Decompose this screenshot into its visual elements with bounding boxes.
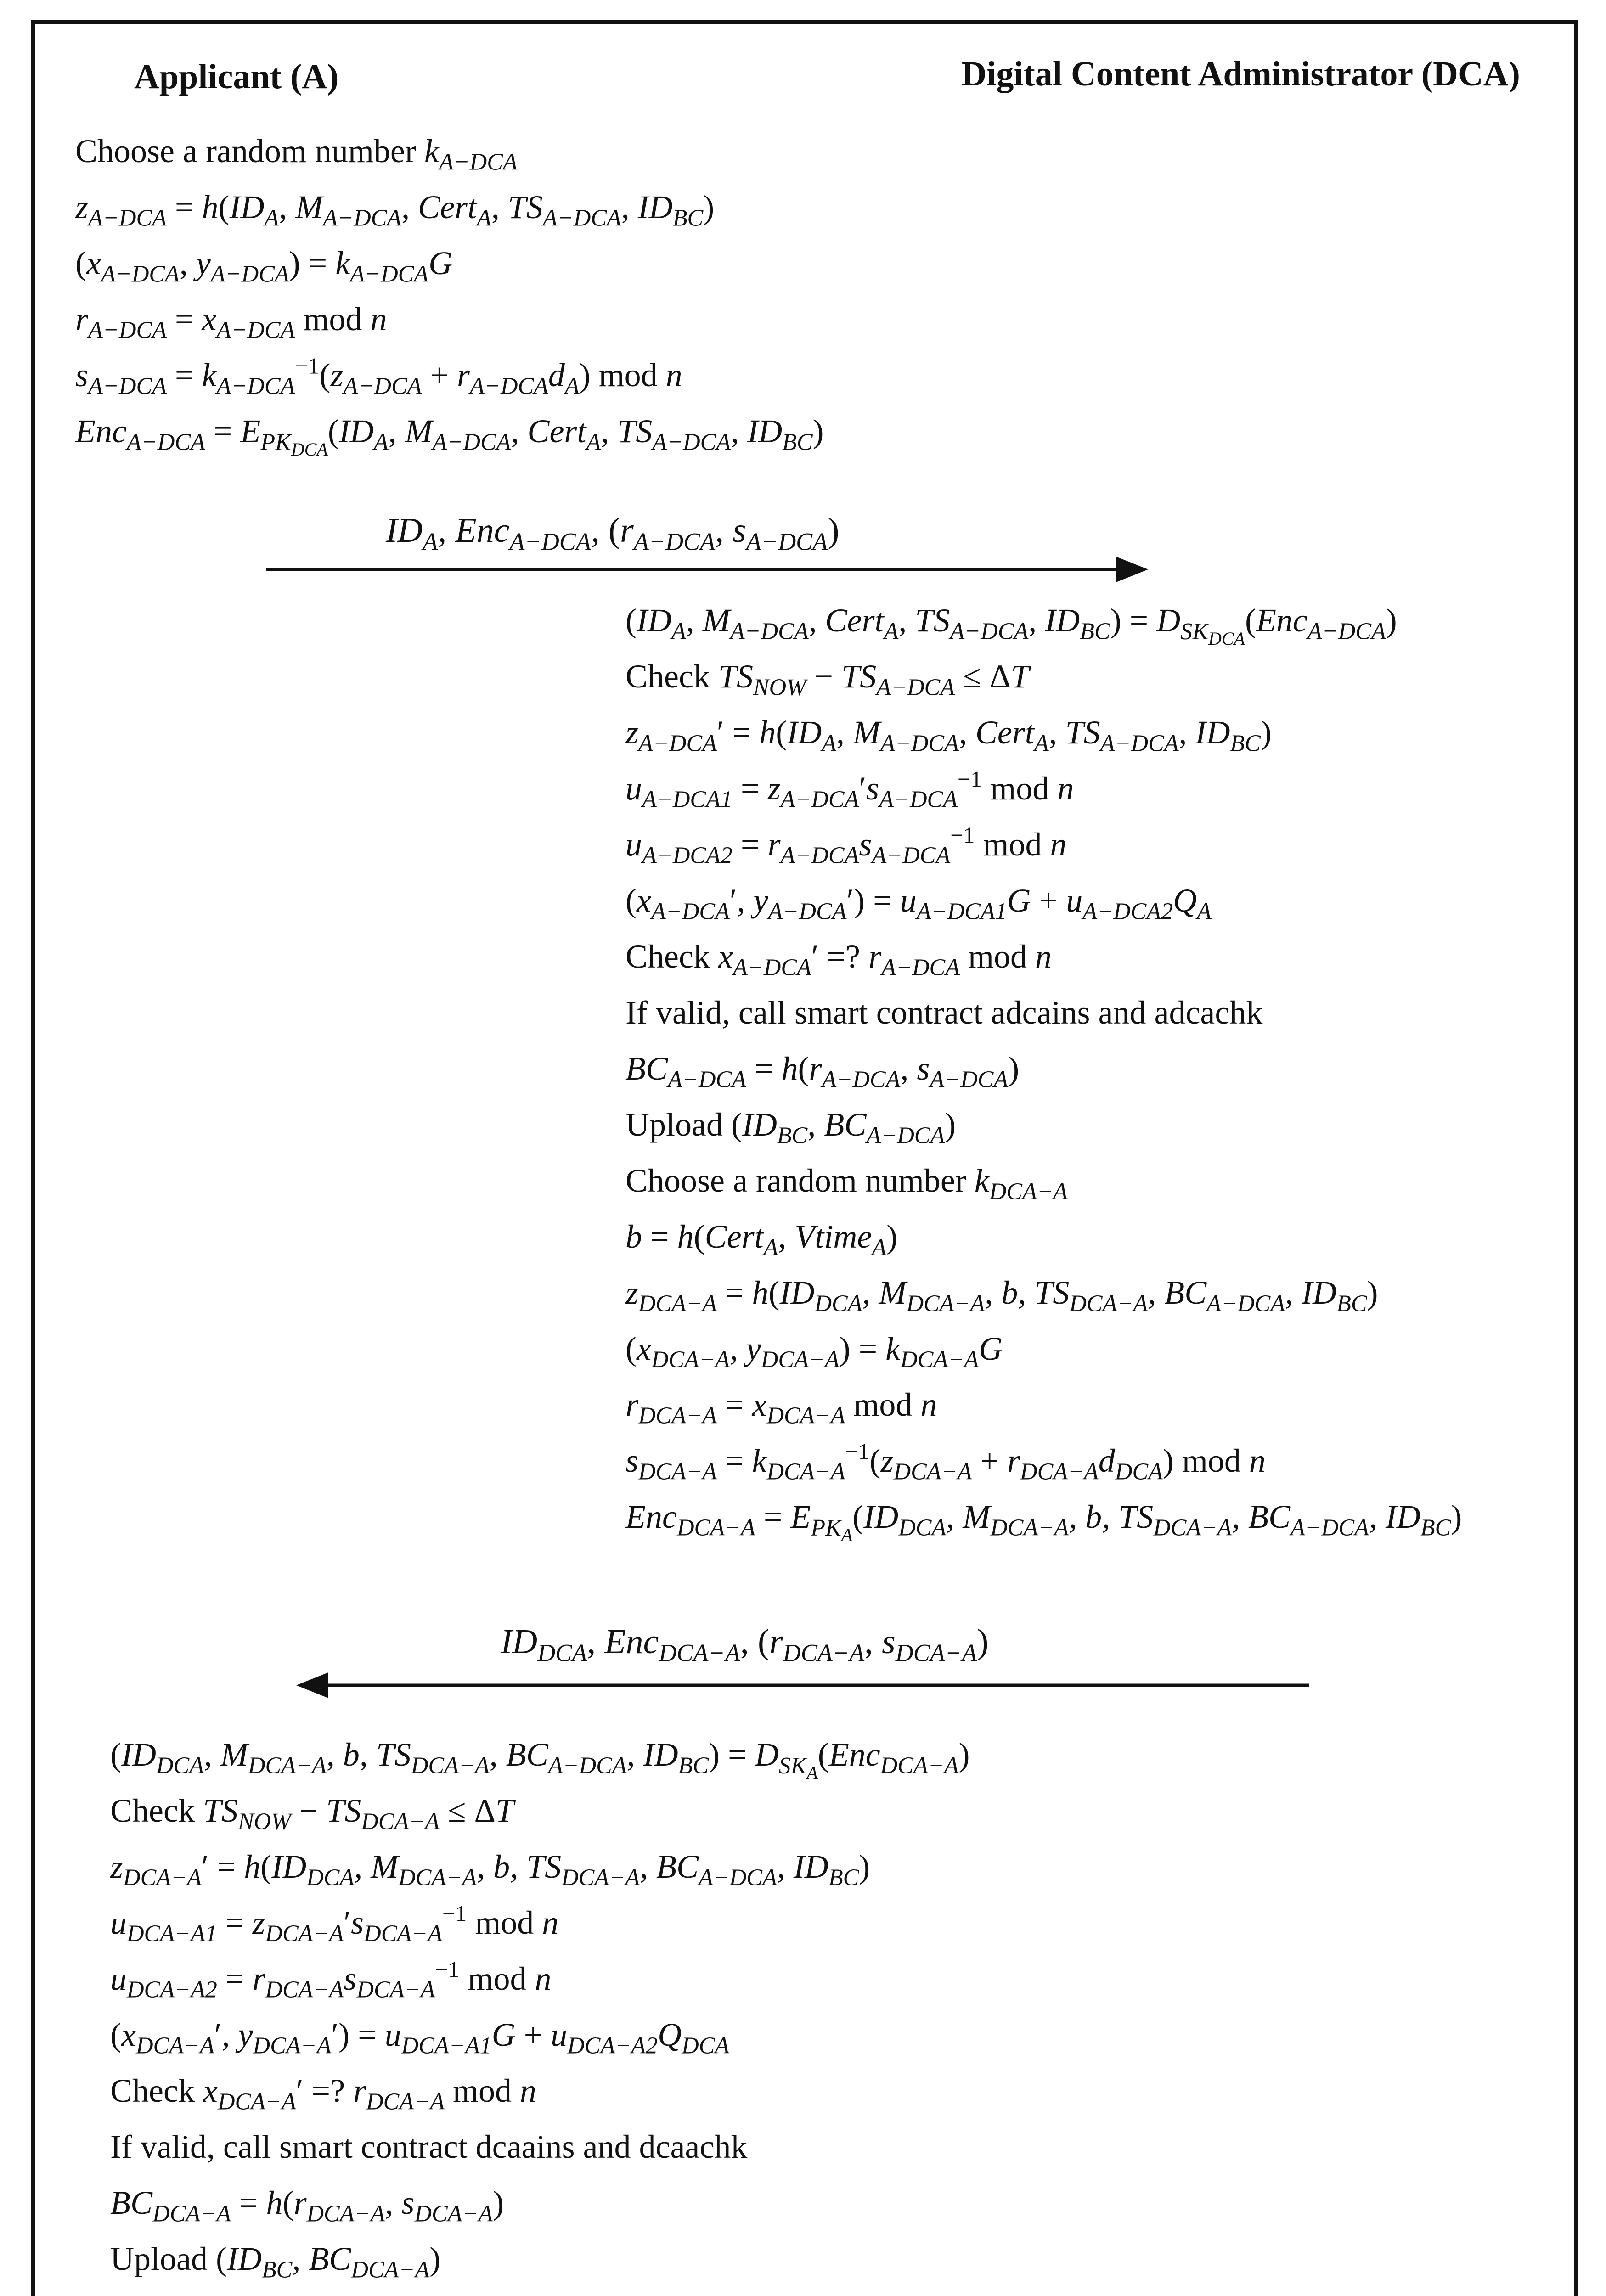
step-line: Check $x_{A-DCA}'$ =? $r_{A-DCA}$ mod n: [625, 938, 1052, 981]
step-line: ($x_{DCA-A}$, $y_{DCA-A}) = k_{DCA-A}G$: [625, 1330, 1003, 1373]
step-line: b = h(Cert$_A$, Vtime$_A$): [625, 1218, 898, 1261]
step-line: ($x_{A-DCA}$, $y_{A-DCA}) = k_{A-DCA}G$: [75, 245, 453, 287]
step-line: $z_{A-DCA}' = h(ID_A$, $M_{A-DCA}$, Cert$_A$, $TS_{A-DCA}$, $ID_{BC}$): [625, 714, 1272, 757]
step-line: ($x_{DCA-A}'$, $y_{DCA-A}') = u_{DCA-A1}G + u_{DCA-A2}Q_{DCA}$: [110, 2016, 730, 2059]
step-line: If valid, call smart contract adcains and adcachk: [625, 994, 1263, 1031]
step-line: $BC_{A-DCA} = h(r_{A-DCA}$, $s_{A-DCA}$): [625, 1050, 1020, 1093]
step-line: $z_{A-DCA} = h(ID_A$, $M_{A-DCA}$, Cert$_A$, $TS_{A-DCA}$, $ID_{BC}$): [75, 189, 715, 231]
applicant-header: Applicant (A): [134, 57, 339, 96]
step-line: $r_{DCA-A} = x_{DCA-A}$ mod n: [625, 1386, 937, 1429]
step-line: $u_{DCA-A2} = r_{DCA-A}s_{DCA-A}^{-1}$ mod n: [110, 1956, 552, 2003]
arrow-right: [266, 557, 1148, 582]
applicant-verify-steps: [110, 1727, 970, 2287]
step-line: $r_{A-DCA} = x_{A-DCA}$ mod n: [75, 301, 387, 343]
step-line: $u_{DCA-A1} = z_{DCA-A}'s_{DCA-A}^{-1}$ mod n: [110, 1900, 559, 1947]
step-line: $BC_{DCA-A} = h(r_{DCA-A}$, $s_{DCA-A}$): [110, 2184, 504, 2227]
step-line: Check $TS_{NOW} - TS_{DCA-A} \le \Delta T$: [110, 1792, 514, 1835]
step-line: Upload ($ID_{BC}$, $BC_{A-DCA}$): [625, 1106, 956, 1149]
dca-header: Digital Content Administrator (DCA): [961, 55, 1520, 93]
step-line: $Enc_{DCA-A} = E_{PK_A}(ID_{DCA}$, $M_{DCA-A}$, b, $TS_{DCA-A}$, $BC_{A-DCA}$, $ID_{BC}$): [625, 1498, 1462, 1545]
step-line: $z_{DCA-A}' = h(ID_{DCA}$, $M_{DCA-A}$, b, $TS_{DCA-A}$, $BC_{A-DCA}$, $ID_{BC}$): [110, 1848, 870, 1891]
message-a-to-dca: $ID_A$, Enc$_{A-DCA}$, ($r_{A-DCA}$, $s_{A-DCA}$): [386, 511, 840, 556]
step-line: ($ID_A$, $M_{A-DCA}$, Cert$_A$, $TS_{A-DCA}$, $ID_{BC}) = D_{SK_{DCA}}(Enc_{A-DCA})$: [625, 602, 1397, 649]
step-line: Choose a random number $k_{A-DCA}$: [75, 133, 518, 175]
step-line: Check $x_{DCA-A}'$ =? $r_{DCA-A}$ mod n: [110, 2072, 536, 2115]
step-line: Choose a random number $k_{DCA-A}$: [625, 1162, 1068, 1205]
step-line: ($x_{A-DCA}'$, $y_{A-DCA}') = u_{A-DCA1}G + u_{A-DCA2}Q_A$: [625, 882, 1212, 925]
step-line: $s_{A-DCA} = k_{A-DCA}^{-1}(z_{A-DCA} + r_{A-DCA}d_A)$ mod n: [75, 353, 682, 400]
step-line: $u_{A-DCA1} = z_{A-DCA}'s_{A-DCA}^{-1}$ mod n: [625, 766, 1074, 813]
step-line: $Enc_{A-DCA} = E_{PK_{DCA}}(ID_A$, $M_{A-DCA}$, Cert$_A$, $TS_{A-DCA}$, $ID_{BC}$): [75, 413, 824, 460]
step-line: $u_{A-DCA2} = r_{A-DCA}s_{A-DCA}^{-1}$ mod n: [625, 822, 1067, 869]
message-dca-to-a: $ID_{DCA}$, Enc$_{DCA-A}$, ($r_{DCA-A}$, $s_{DCA-A}$): [501, 1622, 989, 1667]
step-line: If valid, call smart contract dcaains and dcaachk: [110, 2128, 748, 2165]
step-line: ($ID_{DCA}$, $M_{DCA-A}$, b, $TS_{DCA-A}$, $BC_{A-DCA}$, $ID_{BC}) = D_{SK_A}(Enc_{DCA-A})$: [110, 1736, 970, 1783]
arrow-left: [296, 1672, 1309, 1698]
dca-steps: [625, 592, 1462, 1545]
step-line: Check $TS_{NOW} - TS_{A-DCA} \le \Delta T$: [625, 658, 1029, 701]
step-line: $z_{DCA-A} = h(ID_{DCA}$, $M_{DCA-A}$, b, $TS_{DCA-A}$, $BC_{A-DCA}$, $ID_{BC}$): [625, 1274, 1378, 1317]
step-line: $s_{DCA-A} = k_{DCA-A}^{-1}(z_{DCA-A} + r_{DCA-A}d_{DCA})$ mod n: [625, 1438, 1266, 1485]
step-line: Upload ($ID_{BC}$, $BC_{DCA-A}$): [110, 2240, 441, 2283]
